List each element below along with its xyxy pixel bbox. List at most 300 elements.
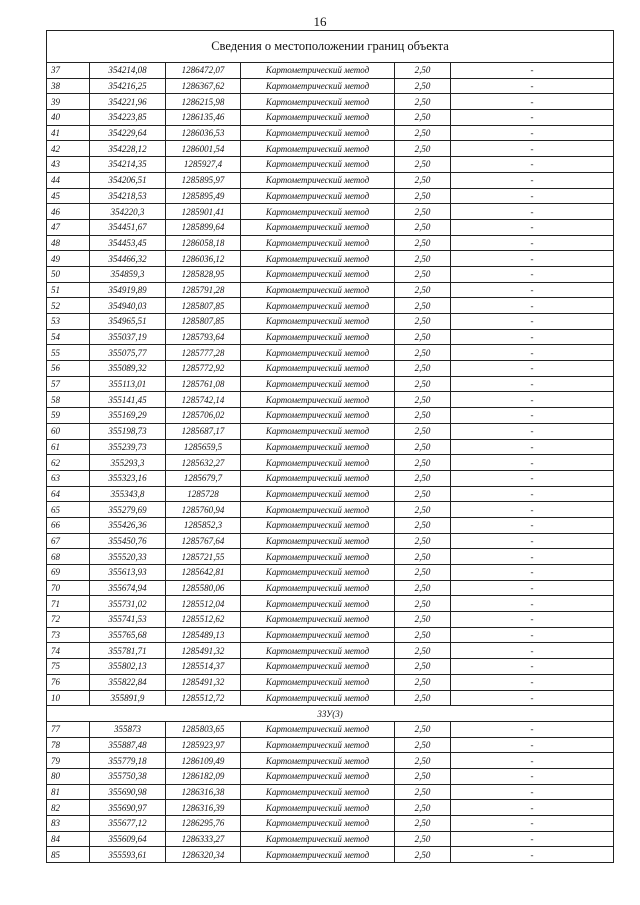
coord-y-cell: 1285742,14 [166, 392, 241, 408]
table-row [47, 63, 614, 79]
coord-x-cell: 355198,73 [90, 423, 166, 439]
coord-y-cell: 1285491,32 [166, 643, 241, 659]
note-cell: - [451, 439, 614, 455]
coord-x-cell: 355765,68 [90, 627, 166, 643]
point-number-cell: 40 [47, 110, 90, 126]
note-cell: - [451, 361, 614, 377]
coord-y-cell: 1285659,5 [166, 439, 241, 455]
note-cell: - [451, 784, 614, 800]
precision-cell: 2,50 [395, 251, 451, 267]
note-cell: - [451, 690, 614, 706]
point-number-cell: 65 [47, 502, 90, 518]
method-cell: Картометрический метод [241, 204, 395, 220]
table-row [47, 784, 614, 800]
coord-y-cell: 1285760,94 [166, 502, 241, 518]
table-row [47, 690, 614, 706]
point-number-cell: 78 [47, 737, 90, 753]
point-number-cell: 84 [47, 831, 90, 847]
table-row [47, 721, 614, 737]
note-cell: - [451, 408, 614, 424]
coord-x-cell: 355613,93 [90, 565, 166, 581]
coord-x-cell: 355426,36 [90, 517, 166, 533]
method-cell: Картометрический метод [241, 141, 395, 157]
coord-x-cell: 355141,45 [90, 392, 166, 408]
coord-y-cell: 1285514,37 [166, 659, 241, 675]
note-cell: - [451, 376, 614, 392]
method-cell: Картометрический метод [241, 125, 395, 141]
point-number-cell: 71 [47, 596, 90, 612]
method-cell: Картометрический метод [241, 486, 395, 502]
point-number-cell: 73 [47, 627, 90, 643]
point-number-cell: 68 [47, 549, 90, 565]
note-cell: - [451, 565, 614, 581]
coord-y-cell: 1286333,27 [166, 831, 241, 847]
method-cell: Картометрический метод [241, 674, 395, 690]
point-number-cell: 43 [47, 157, 90, 173]
method-cell: Картометрический метод [241, 596, 395, 612]
note-cell: - [451, 157, 614, 173]
coord-x-cell: 355781,71 [90, 643, 166, 659]
precision-cell: 2,50 [395, 157, 451, 173]
table-row [47, 596, 614, 612]
note-cell: - [451, 282, 614, 298]
point-number-cell: 76 [47, 674, 90, 690]
note-cell: - [451, 110, 614, 126]
point-number-cell: 47 [47, 219, 90, 235]
point-number-cell: 83 [47, 816, 90, 832]
table-row [47, 235, 614, 251]
precision-cell: 2,50 [395, 172, 451, 188]
point-number-cell: 54 [47, 329, 90, 345]
note-cell: - [451, 831, 614, 847]
note-cell: - [451, 63, 614, 79]
coord-y-cell: 1285632,27 [166, 455, 241, 471]
point-number-cell: 50 [47, 266, 90, 282]
coord-y-cell: 1285687,17 [166, 423, 241, 439]
precision-cell: 2,50 [395, 784, 451, 800]
precision-cell: 2,50 [395, 141, 451, 157]
boundary-coordinates-table [46, 30, 614, 863]
note-cell: - [451, 580, 614, 596]
precision-cell: 2,50 [395, 580, 451, 596]
method-cell: Картометрический метод [241, 580, 395, 596]
coord-x-cell: 354206,51 [90, 172, 166, 188]
coord-x-cell: 355323,16 [90, 470, 166, 486]
point-number-cell: 51 [47, 282, 90, 298]
note-cell: - [451, 517, 614, 533]
note-cell: - [451, 533, 614, 549]
coord-x-cell: 355690,97 [90, 800, 166, 816]
method-cell: Картометрический метод [241, 361, 395, 377]
method-cell: Картометрический метод [241, 784, 395, 800]
precision-cell: 2,50 [395, 549, 451, 565]
table-row [47, 517, 614, 533]
precision-cell: 2,50 [395, 486, 451, 502]
note-cell: - [451, 125, 614, 141]
coord-y-cell: 1286109,49 [166, 753, 241, 769]
note-cell: - [451, 816, 614, 832]
point-number-cell: 66 [47, 517, 90, 533]
coord-x-cell: 355169,29 [90, 408, 166, 424]
method-cell: Картометрический метод [241, 188, 395, 204]
coord-y-cell: 1285895,97 [166, 172, 241, 188]
coord-y-cell: 1285491,32 [166, 674, 241, 690]
method-cell: Картометрический метод [241, 690, 395, 706]
table-row [47, 141, 614, 157]
coord-y-cell: 1285901,41 [166, 204, 241, 220]
coord-x-cell: 355677,12 [90, 816, 166, 832]
coord-x-cell: 354214,08 [90, 63, 166, 79]
coord-y-cell: 1285852,3 [166, 517, 241, 533]
note-cell: - [451, 486, 614, 502]
precision-cell: 2,50 [395, 847, 451, 863]
coord-x-cell: 355343,8 [90, 486, 166, 502]
point-number-cell: 81 [47, 784, 90, 800]
note-cell: - [451, 800, 614, 816]
table-row [47, 486, 614, 502]
coord-x-cell: 355075,77 [90, 345, 166, 361]
point-number-cell: 69 [47, 565, 90, 581]
table-row [47, 470, 614, 486]
point-number-cell: 79 [47, 753, 90, 769]
coord-y-cell: 1285777,28 [166, 345, 241, 361]
note-cell: - [451, 674, 614, 690]
precision-cell: 2,50 [395, 737, 451, 753]
coord-x-cell: 354218,53 [90, 188, 166, 204]
precision-cell: 2,50 [395, 831, 451, 847]
table-row [47, 439, 614, 455]
coord-y-cell: 1285580,06 [166, 580, 241, 596]
precision-cell: 2,50 [395, 298, 451, 314]
precision-cell: 2,50 [395, 345, 451, 361]
table-row [47, 376, 614, 392]
precision-cell: 2,50 [395, 423, 451, 439]
point-number-cell: 62 [47, 455, 90, 471]
coord-x-cell: 354228,12 [90, 141, 166, 157]
precision-cell: 2,50 [395, 517, 451, 533]
coord-y-cell: 1285706,02 [166, 408, 241, 424]
table-row [47, 768, 614, 784]
coord-y-cell: 1285728 [166, 486, 241, 502]
coord-x-cell: 355520,33 [90, 549, 166, 565]
table-row [47, 172, 614, 188]
point-number-cell: 53 [47, 314, 90, 330]
point-number-cell: 59 [47, 408, 90, 424]
point-number-cell: 64 [47, 486, 90, 502]
method-cell: Картометрический метод [241, 659, 395, 675]
precision-cell: 2,50 [395, 282, 451, 298]
method-cell: Картометрический метод [241, 63, 395, 79]
method-cell: Картометрический метод [241, 768, 395, 784]
table-row [47, 392, 614, 408]
coord-x-cell: 355802,13 [90, 659, 166, 675]
coord-y-cell: 1286036,53 [166, 125, 241, 141]
precision-cell: 2,50 [395, 816, 451, 832]
method-cell: Картометрический метод [241, 235, 395, 251]
note-cell: - [451, 423, 614, 439]
precision-cell: 2,50 [395, 110, 451, 126]
table-row [47, 831, 614, 847]
coord-y-cell: 1286316,38 [166, 784, 241, 800]
precision-cell: 2,50 [395, 361, 451, 377]
precision-cell: 2,50 [395, 753, 451, 769]
note-cell: - [451, 78, 614, 94]
table-row [47, 565, 614, 581]
table-row [47, 251, 614, 267]
table-row [47, 549, 614, 565]
coord-y-cell: 1285793,64 [166, 329, 241, 345]
coord-x-cell: 355293,3 [90, 455, 166, 471]
precision-cell: 2,50 [395, 125, 451, 141]
table-row [47, 125, 614, 141]
method-cell: Картометрический метод [241, 455, 395, 471]
note-cell: - [451, 502, 614, 518]
coord-x-cell: 354451,67 [90, 219, 166, 235]
coord-y-cell: 1286135,46 [166, 110, 241, 126]
coord-y-cell: 1285791,28 [166, 282, 241, 298]
table-row [47, 282, 614, 298]
precision-cell: 2,50 [395, 659, 451, 675]
method-cell: Картометрический метод [241, 721, 395, 737]
method-cell: Картометрический метод [241, 423, 395, 439]
coord-x-cell: 354919,89 [90, 282, 166, 298]
precision-cell: 2,50 [395, 94, 451, 110]
method-cell: Картометрический метод [241, 533, 395, 549]
method-cell: Картометрический метод [241, 408, 395, 424]
precision-cell: 2,50 [395, 63, 451, 79]
table-row [47, 110, 614, 126]
note-cell: - [451, 204, 614, 220]
precision-cell: 2,50 [395, 721, 451, 737]
table-row [47, 753, 614, 769]
point-number-cell: 61 [47, 439, 90, 455]
note-cell: - [451, 627, 614, 643]
coord-x-cell: 354223,85 [90, 110, 166, 126]
table-row [47, 329, 614, 345]
point-number-cell: 77 [47, 721, 90, 737]
table-row [47, 219, 614, 235]
method-cell: Картометрический метод [241, 392, 395, 408]
note-cell: - [451, 329, 614, 345]
section-row [47, 706, 614, 722]
precision-cell: 2,50 [395, 408, 451, 424]
method-cell: Картометрический метод [241, 502, 395, 518]
note-cell: - [451, 314, 614, 330]
table-row [47, 612, 614, 628]
point-number-cell: 82 [47, 800, 90, 816]
table-row [47, 800, 614, 816]
precision-cell: 2,50 [395, 455, 451, 471]
coord-y-cell: 1285642,81 [166, 565, 241, 581]
coord-x-cell: 355741,53 [90, 612, 166, 628]
coord-y-cell: 1285772,92 [166, 361, 241, 377]
coord-x-cell: 355674,94 [90, 580, 166, 596]
table-row [47, 361, 614, 377]
method-cell: Картометрический метод [241, 565, 395, 581]
method-cell: Картометрический метод [241, 329, 395, 345]
coord-x-cell: 355037,19 [90, 329, 166, 345]
coord-y-cell: 1286320,34 [166, 847, 241, 863]
method-cell: Картометрический метод [241, 439, 395, 455]
table-row [47, 502, 614, 518]
precision-cell: 2,50 [395, 204, 451, 220]
coord-x-cell: 355113,01 [90, 376, 166, 392]
coord-y-cell: 1285807,85 [166, 298, 241, 314]
precision-cell: 2,50 [395, 266, 451, 282]
table-row [47, 580, 614, 596]
point-number-cell: 38 [47, 78, 90, 94]
method-cell: Картометрический метод [241, 549, 395, 565]
precision-cell: 2,50 [395, 533, 451, 549]
precision-cell: 2,50 [395, 188, 451, 204]
table-row [47, 659, 614, 675]
coord-x-cell: 355779,18 [90, 753, 166, 769]
note-cell: - [451, 455, 614, 471]
note-cell: - [451, 251, 614, 267]
coord-x-cell: 355750,38 [90, 768, 166, 784]
precision-cell: 2,50 [395, 768, 451, 784]
coord-x-cell: 354214,35 [90, 157, 166, 173]
point-number-cell: 72 [47, 612, 90, 628]
coord-y-cell: 1285512,72 [166, 690, 241, 706]
point-number-cell: 57 [47, 376, 90, 392]
coord-y-cell: 1285512,04 [166, 596, 241, 612]
point-number-cell: 44 [47, 172, 90, 188]
note-cell: - [451, 847, 614, 863]
table-row [47, 188, 614, 204]
coord-y-cell: 1285899,64 [166, 219, 241, 235]
method-cell: Картометрический метод [241, 282, 395, 298]
method-cell: Картометрический метод [241, 94, 395, 110]
coord-x-cell: 355239,73 [90, 439, 166, 455]
coord-x-cell: 354940,03 [90, 298, 166, 314]
coord-x-cell: 355690,98 [90, 784, 166, 800]
note-cell: - [451, 298, 614, 314]
coord-y-cell: 1285721,55 [166, 549, 241, 565]
coord-x-cell: 354453,45 [90, 235, 166, 251]
coord-x-cell: 355450,76 [90, 533, 166, 549]
coord-y-cell: 1285512,62 [166, 612, 241, 628]
precision-cell: 2,50 [395, 690, 451, 706]
table-row [47, 408, 614, 424]
point-number-cell: 55 [47, 345, 90, 361]
note-cell: - [451, 188, 614, 204]
precision-cell: 2,50 [395, 376, 451, 392]
method-cell: Картометрический метод [241, 847, 395, 863]
table-row [47, 94, 614, 110]
coord-y-cell: 1286367,62 [166, 78, 241, 94]
method-cell: Картометрический метод [241, 612, 395, 628]
point-number-cell: 10 [47, 690, 90, 706]
point-number-cell: 75 [47, 659, 90, 675]
table-row [47, 298, 614, 314]
coord-x-cell: 355887,48 [90, 737, 166, 753]
coord-x-cell: 354220,3 [90, 204, 166, 220]
method-cell: Картометрический метод [241, 753, 395, 769]
method-cell: Картометрический метод [241, 831, 395, 847]
method-cell: Картометрический метод [241, 517, 395, 533]
coord-y-cell: 1286058,18 [166, 235, 241, 251]
table-row [47, 627, 614, 643]
precision-cell: 2,50 [395, 800, 451, 816]
note-cell: - [451, 612, 614, 628]
coord-x-cell: 354216,25 [90, 78, 166, 94]
note-cell: - [451, 345, 614, 361]
coord-x-cell: 355822,84 [90, 674, 166, 690]
coord-y-cell: 1285895,49 [166, 188, 241, 204]
precision-cell: 2,50 [395, 235, 451, 251]
table-row [47, 533, 614, 549]
table-row [47, 423, 614, 439]
coord-x-cell: 354229,64 [90, 125, 166, 141]
note-cell: - [451, 721, 614, 737]
coord-y-cell: 1285767,64 [166, 533, 241, 549]
table-row [47, 266, 614, 282]
coord-y-cell: 1285923,97 [166, 737, 241, 753]
precision-cell: 2,50 [395, 643, 451, 659]
table-row [47, 847, 614, 863]
note-cell: - [451, 768, 614, 784]
method-cell: Картометрический метод [241, 157, 395, 173]
note-cell: - [451, 753, 614, 769]
point-number-cell: 70 [47, 580, 90, 596]
coord-y-cell: 1286036,12 [166, 251, 241, 267]
table-row [47, 816, 614, 832]
coord-x-cell: 354859,3 [90, 266, 166, 282]
note-cell: - [451, 549, 614, 565]
coord-y-cell: 1285803,65 [166, 721, 241, 737]
precision-cell: 2,50 [395, 314, 451, 330]
coord-x-cell: 355873 [90, 721, 166, 737]
coord-x-cell: 354221,96 [90, 94, 166, 110]
method-cell: Картометрический метод [241, 816, 395, 832]
section-label: 3ЗУ(3) [47, 706, 614, 722]
precision-cell: 2,50 [395, 439, 451, 455]
table-row [47, 737, 614, 753]
coord-y-cell: 1286295,76 [166, 816, 241, 832]
note-cell: - [451, 596, 614, 612]
point-number-cell: 37 [47, 63, 90, 79]
table-row [47, 204, 614, 220]
method-cell: Картометрический метод [241, 219, 395, 235]
coord-y-cell: 1286215,98 [166, 94, 241, 110]
note-cell: - [451, 659, 614, 675]
method-cell: Картометрический метод [241, 110, 395, 126]
table-title: Сведения о местоположении границ объекта [47, 31, 614, 63]
precision-cell: 2,50 [395, 674, 451, 690]
method-cell: Картометрический метод [241, 266, 395, 282]
precision-cell: 2,50 [395, 329, 451, 345]
coord-y-cell: 1285761,08 [166, 376, 241, 392]
precision-cell: 2,50 [395, 78, 451, 94]
table-row [47, 78, 614, 94]
method-cell: Картометрический метод [241, 78, 395, 94]
method-cell: Картометрический метод [241, 345, 395, 361]
coord-x-cell: 355731,02 [90, 596, 166, 612]
coord-y-cell: 1285828,95 [166, 266, 241, 282]
table-row [47, 314, 614, 330]
coord-x-cell: 354466,32 [90, 251, 166, 267]
note-cell: - [451, 219, 614, 235]
point-number-cell: 74 [47, 643, 90, 659]
table-row [47, 345, 614, 361]
method-cell: Картометрический метод [241, 627, 395, 643]
coord-y-cell: 1286001,54 [166, 141, 241, 157]
coord-y-cell: 1286472,07 [166, 63, 241, 79]
coord-y-cell: 1285679,7 [166, 470, 241, 486]
note-cell: - [451, 235, 614, 251]
coord-y-cell: 1285807,85 [166, 314, 241, 330]
